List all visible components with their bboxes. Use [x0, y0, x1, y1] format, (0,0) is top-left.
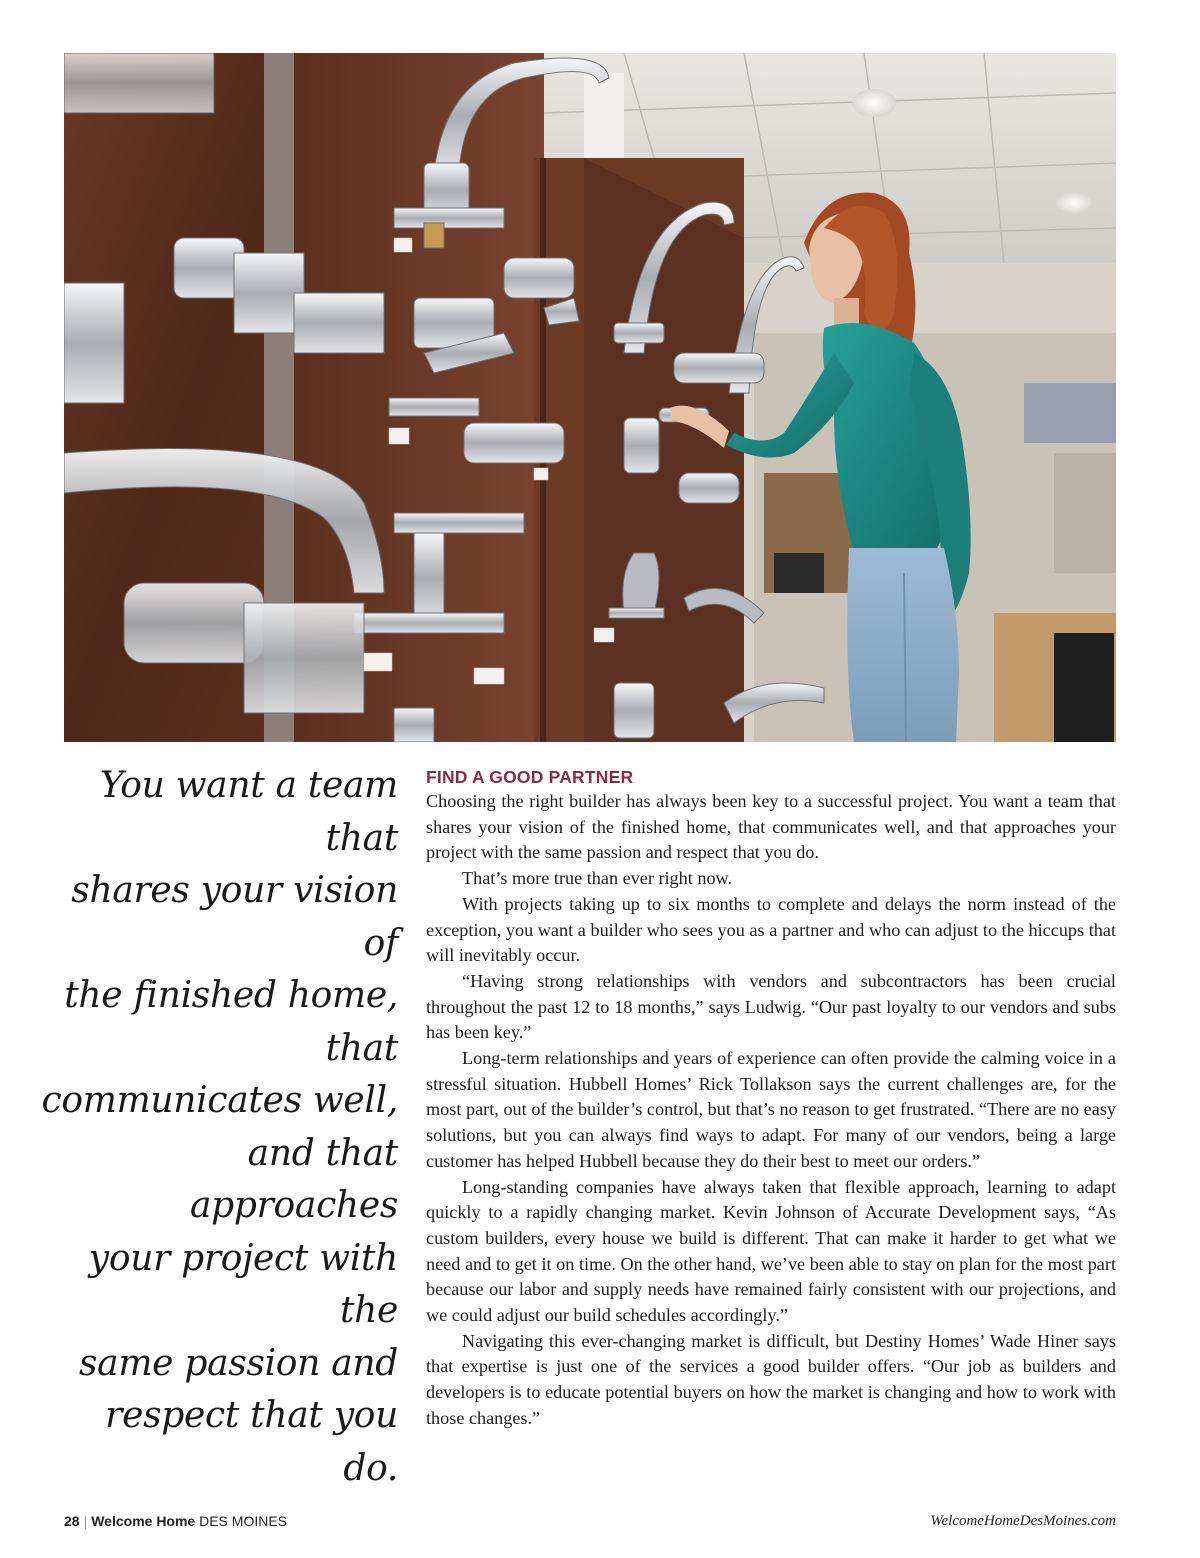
article-paragraph: With projects taking up to six months to complete and delays the norm instead of the exception, you want a builder who sees you as a partner and who can adjust to the hiccups that will inevitably occur. — [426, 893, 1116, 966]
pull-quote-line: You want a team that — [99, 765, 398, 859]
article-paragraph: Choosing the right builder has always been key to a successful project. You want a team that shares your vision of the finished home, that communicates well, and that approaches your project with the same passion and respect that you do. — [426, 791, 1116, 863]
page-footer-left — [64, 1513, 287, 1529]
page-number: 28 — [64, 1513, 80, 1529]
section-heading: FIND A GOOD PARTNER — [426, 767, 634, 787]
pull-quote-line: shares your vision of — [71, 870, 398, 964]
article-paragraph: That’s more true than ever right now. — [462, 868, 733, 889]
website-url[interactable]: WelcomeHomeDesMoines.com — [930, 1513, 1116, 1529]
article-body — [426, 766, 1116, 1432]
showroom-faucet-photo — [64, 53, 1116, 742]
pull-quote — [40, 760, 398, 1495]
article-paragraph: Navigating this ever-changing market is difficult, but Destiny Homes’ Wade Hiner says that expertise is just one of the services a good builder offers. “Our job as builders and developers is to educate potential buyers on how the market is changing and how to work with those changes.” — [426, 1330, 1116, 1428]
pull-quote-line: your project with the — [88, 1237, 398, 1331]
magazine-city: DES MOINES — [199, 1513, 288, 1529]
pull-quote-line: respect that you do. — [105, 1395, 398, 1489]
pull-quote-line: same passion and — [79, 1342, 398, 1384]
article-paragraph: Long-term relationships and years of experience can often provide the calming voice in a stressful situation. Hubbell Homes’ Rick Tollakson says the current challenges are, for the most part, out of the builder’s control, but that’s no reason to get frustrated. “There are no easy solutions, but you can always find ways to adapt. For many of our vendors, being a large customer has helped Hubbell because they do their best to meet our orders.” — [426, 1048, 1116, 1171]
article-paragraph: Long-standing companies have always taken that flexible approach, learning to adapt quickly to a rapidly changing market. Kevin Johnson of Accurate Development says, “As custom builders, every house we build is different. That can make it harder to get what we need and to get it on time. On the other hand, we’ve been able to stay on plan for the most part because our labor and supply needs have remained fairly consistent with our projections, and we could adjust our build schedules accordingly.” — [426, 1176, 1116, 1326]
hero-photo — [64, 53, 1116, 742]
footer-separator: | — [83, 1513, 88, 1529]
pull-quote-line: communicates well, — [41, 1080, 398, 1121]
pull-quote-line: and that approaches — [189, 1132, 398, 1226]
magazine-name: Welcome Home — [91, 1513, 196, 1529]
article-paragraph: “Having strong relationships with vendors and subcontractors has been crucial throughout the past 12 to 18 months,” says Ludwig. “Our past loyalty to our vendors and subs has been key.” — [426, 970, 1116, 1043]
pull-quote-line: the finished home, that — [64, 975, 398, 1069]
